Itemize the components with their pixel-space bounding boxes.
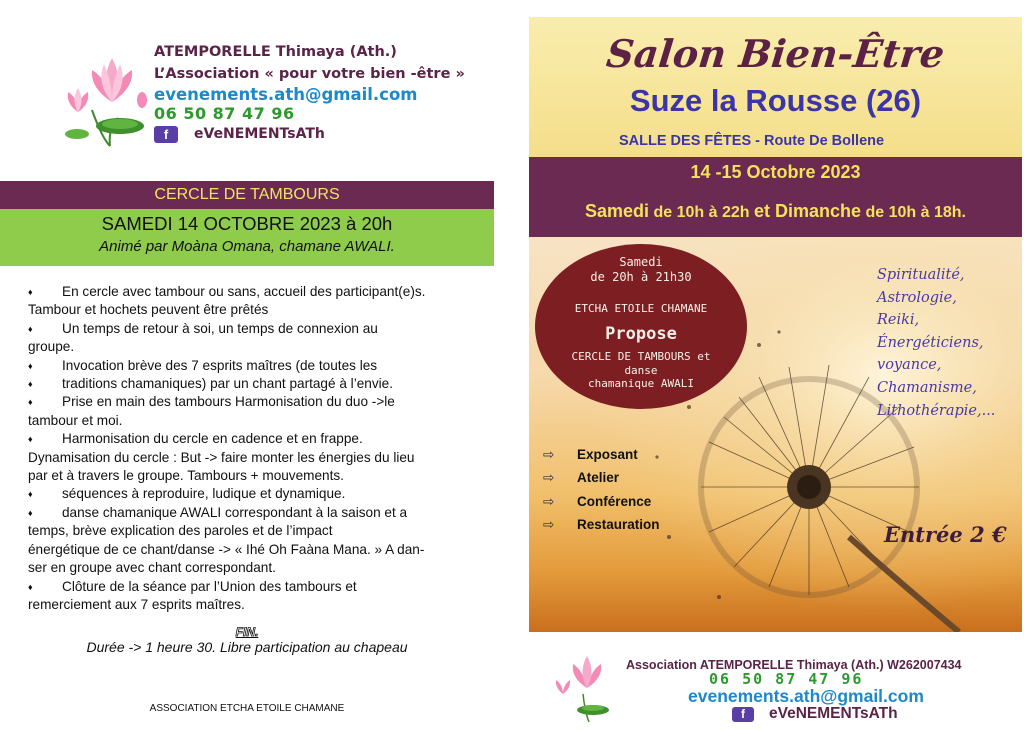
badge-line-1: CERCLE DE TAMBOURS et bbox=[571, 350, 711, 363]
program-line bbox=[28, 578, 478, 596]
hours-and: et bbox=[753, 201, 770, 221]
lotus-flower-icon bbox=[553, 650, 617, 724]
program-line-text: remerciement aux 7 esprits maîtres. bbox=[28, 596, 245, 612]
hours-saturday: Samedi bbox=[585, 201, 650, 221]
diamond-bullet-icon: ♦ bbox=[28, 489, 33, 500]
phone-number[interactable]: 06 50 87 47 96 bbox=[154, 104, 295, 123]
program-line-text: énergétique de ce chant/danse -> « Ihé Oh Faàna Mana. » A dan- bbox=[28, 541, 425, 557]
theme-item: Chamanisme, bbox=[877, 379, 977, 396]
program-line bbox=[28, 393, 478, 411]
program-line-text: par et à travers le groupe. Tambours + mouvements. bbox=[28, 468, 344, 484]
program-line-text: Un temps de retour à soi, un temps de connexion au bbox=[62, 320, 378, 336]
program-line-text: Invocation brève des 7 esprits maîtres (de toutes les bbox=[62, 357, 378, 373]
salon-title: Salon Bien-Être bbox=[604, 31, 947, 76]
program-line bbox=[28, 541, 478, 559]
diamond-bullet-icon: ♦ bbox=[28, 434, 33, 445]
organization-name: ATEMPORELLE Thimaya (Ath.) bbox=[154, 44, 397, 60]
diamond-bullet-icon: ♦ bbox=[28, 323, 33, 334]
offer-item bbox=[543, 466, 660, 489]
arrow-right-icon: ⇨ bbox=[543, 447, 555, 462]
program-line-text: Tambour et hochets peuvent être prêtés bbox=[28, 302, 269, 318]
program-line-text: Clôture de la séance par l’Union des tambours et bbox=[62, 578, 357, 594]
program-line-text: traditions chamaniques) par un chant partagé à l’envie. bbox=[62, 376, 393, 392]
program-line bbox=[28, 467, 478, 485]
fin-label: FIN. bbox=[235, 625, 259, 639]
program-line bbox=[28, 559, 478, 577]
program-line-text: séquences à reproduire, ludique et dynamique. bbox=[62, 486, 346, 502]
footer-phone[interactable]: 06 50 87 47 96 bbox=[709, 670, 864, 688]
cercle-band-title: CERCLE DE TAMBOURS bbox=[0, 181, 494, 209]
drum-circle-badge bbox=[535, 244, 747, 409]
salon-hours bbox=[529, 201, 1022, 222]
program-line-text: En cercle avec tambour ou sans, accueil des participant(e)s. bbox=[62, 284, 426, 299]
theme-item: voyance, bbox=[877, 357, 942, 374]
email-link[interactable]: evenements.ath@gmail.com bbox=[154, 85, 418, 104]
arrow-right-icon: ⇨ bbox=[543, 470, 555, 486]
duration-text: Durée -> 1 heure 30. Libre participation au chapeau bbox=[86, 639, 408, 655]
program-line bbox=[28, 522, 478, 540]
badge-line-3: chamanique AWALI bbox=[588, 377, 694, 390]
offers-list bbox=[543, 443, 660, 537]
event-date: SAMEDI 14 OCTOBRE 2023 à 20h bbox=[101, 213, 393, 234]
association-footer: ASSOCIATION ETCHA ETOILE CHAMANE bbox=[149, 703, 345, 714]
diamond-bullet-icon: ♦ bbox=[28, 581, 33, 592]
badge-organizer: ETCHA ETOILE CHAMANE bbox=[574, 302, 708, 315]
theme-item: Énergéticiens, bbox=[877, 334, 984, 351]
badge-time: de 20h à 21h30 bbox=[590, 270, 692, 284]
theme-item: Reiki, bbox=[877, 312, 920, 329]
badge-line-2: danse bbox=[624, 363, 658, 377]
salon-header bbox=[529, 17, 1022, 157]
dandelion-photo bbox=[529, 237, 1022, 632]
program-line bbox=[28, 301, 478, 319]
theme-item: Spiritualité, bbox=[877, 267, 965, 283]
lotus-flower-icon bbox=[62, 48, 154, 148]
program-line bbox=[28, 357, 478, 375]
program-line-text: temps, brève explication des paroles et de l’impact bbox=[28, 523, 333, 539]
salon-dates: 14 -15 Octobre 2023 bbox=[690, 162, 861, 182]
badge-day: Samedi bbox=[619, 255, 663, 269]
theme-item: Lithothérapie,... bbox=[877, 402, 996, 419]
salon-venue: SALLE DES FÊTES - Route De Bollene bbox=[619, 133, 885, 149]
salon-dates-band bbox=[529, 157, 1022, 237]
program-line bbox=[28, 449, 478, 467]
program-line bbox=[28, 412, 478, 430]
salon-city: Suze la Rousse (26) bbox=[629, 83, 922, 118]
program-line-text: groupe. bbox=[28, 339, 75, 355]
program-line-text: Harmonisation du cercle en cadence et en frappe. bbox=[62, 431, 363, 447]
footer-facebook-page[interactable]: eVeNEMENTsATh bbox=[769, 705, 898, 722]
footer-organization: Association ATEMPORELLE Thimaya (Ath.) W262007434 bbox=[626, 658, 962, 672]
hours-sunday: Dimanche bbox=[770, 201, 862, 221]
program-line bbox=[28, 485, 478, 503]
offer-item bbox=[543, 443, 660, 466]
arrow-right-icon: ⇨ bbox=[543, 517, 555, 533]
hours-saturday-time: de 10h à 22h bbox=[649, 204, 754, 221]
program-line bbox=[28, 283, 478, 301]
offer-label: Exposant bbox=[577, 447, 638, 462]
facebook-icon: f bbox=[154, 126, 178, 143]
program-line-text: Prise en main des tambours Harmonisation du duo ->le bbox=[62, 394, 395, 410]
themes-list bbox=[877, 264, 995, 422]
diamond-bullet-icon: ♦ bbox=[28, 287, 33, 297]
hours-sunday-time: de 10h à 18h. bbox=[861, 204, 966, 221]
entry-price: Entrée 2 € bbox=[884, 522, 1007, 547]
offer-item bbox=[543, 490, 660, 513]
program-line bbox=[28, 338, 478, 356]
diamond-bullet-icon: ♦ bbox=[28, 507, 33, 518]
program-line bbox=[28, 596, 478, 614]
program-description bbox=[28, 283, 478, 614]
program-line-text: Dynamisation du cercle : But -> faire monter les énergies du lieu bbox=[28, 449, 415, 465]
diamond-bullet-icon: ♦ bbox=[28, 397, 33, 408]
program-line-text: ser en groupe avec chant correspondant. bbox=[28, 560, 276, 576]
badge-propose: Propose bbox=[605, 324, 677, 344]
program-line-text: danse chamanique AWALI correspondant à la saison et a bbox=[62, 504, 408, 520]
footer-email-link[interactable]: evenements.ath@gmail.com bbox=[688, 686, 924, 706]
program-line-text: tambour et moi. bbox=[28, 412, 123, 428]
cercle-date-band bbox=[0, 209, 494, 266]
program-line bbox=[28, 504, 478, 522]
association-tagline: L’Association « pour votre bien -être » bbox=[154, 66, 465, 82]
facebook-icon: f bbox=[732, 707, 754, 722]
badge-when bbox=[535, 255, 747, 285]
badge-activity bbox=[535, 350, 747, 391]
facebook-page-name[interactable]: eVeNEMENTsATh bbox=[194, 126, 325, 142]
event-animator: Animé par Moàna Omana, chamane AWALI. bbox=[99, 238, 395, 255]
program-line bbox=[28, 320, 478, 338]
diamond-bullet-icon: ♦ bbox=[28, 379, 33, 390]
arrow-right-icon: ⇨ bbox=[543, 493, 555, 509]
program-line bbox=[28, 375, 478, 393]
program-line bbox=[28, 430, 478, 448]
offer-label: Conférence bbox=[577, 493, 652, 509]
offer-label: Atelier bbox=[577, 470, 620, 486]
offer-label: Restauration bbox=[577, 517, 660, 533]
offer-item bbox=[543, 513, 660, 536]
theme-item: Astrologie, bbox=[877, 289, 957, 306]
diamond-bullet-icon: ♦ bbox=[28, 360, 33, 371]
